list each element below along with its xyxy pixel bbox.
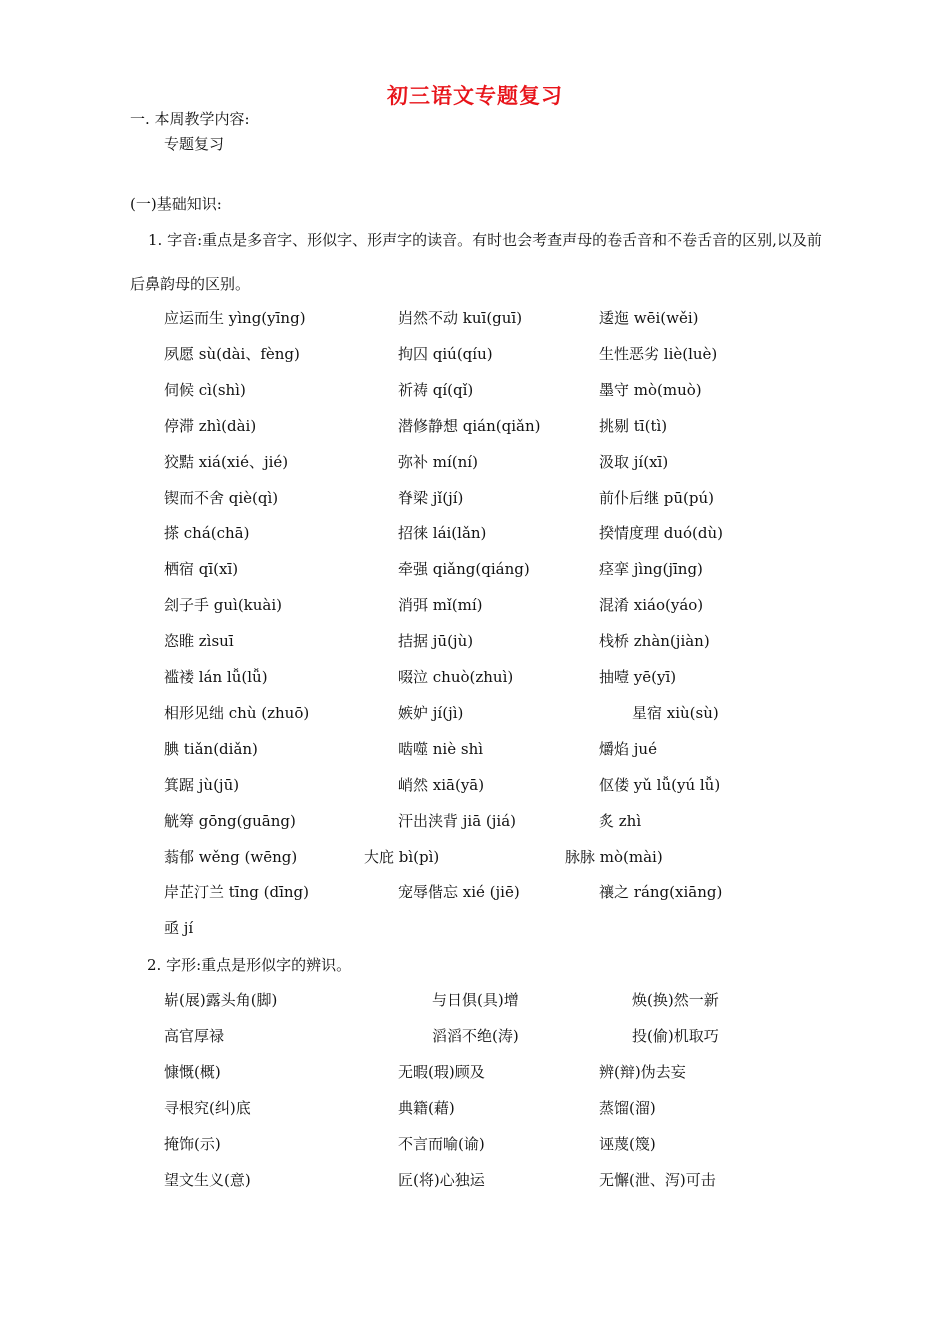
glyph-entry: 典籍(藉) bbox=[398, 1098, 455, 1117]
pronunciation-entry: 禳之 ráng(xiāng) bbox=[599, 883, 723, 902]
pronunciation-entry: 逶迤 wēi(wěi) bbox=[599, 309, 699, 327]
glyph-entry: 诬蔑(篾) bbox=[599, 1134, 656, 1153]
pronunciation-entry: 脊梁 jǐ(jí) bbox=[398, 488, 464, 507]
pronunciation-entry: 锲而不舍 qiè(qì) bbox=[164, 488, 279, 507]
pronunciation-entry: 停滞 zhì(dài) bbox=[164, 416, 257, 435]
pronunciation-entry: 腆 tiǎn(diǎn) bbox=[164, 739, 258, 758]
pronunciation-entry: 夙愿 sù(dài、fèng) bbox=[164, 344, 300, 363]
pronunciation-entry: 祈祷 qí(qǐ) bbox=[398, 380, 474, 399]
pronunciation-entry: 啮噬 niè shì bbox=[398, 739, 484, 758]
glyph-entry: 崭(展)露头角(脚) bbox=[164, 991, 278, 1009]
pronunciation-entry: 亟 jí bbox=[164, 919, 194, 938]
pronunciation-entry: 搽 chá(chā) bbox=[164, 524, 250, 543]
pronunciation-entry: 痉挛 jìng(jīng) bbox=[599, 560, 703, 579]
pronunciation-entry: 啜泣 chuò(zhuì) bbox=[398, 668, 514, 686]
pronunciation-entry: 消弭 mǐ(mí) bbox=[398, 596, 483, 615]
pronunciation-entry: 宠辱偕忘 xié (jiē) bbox=[398, 883, 520, 902]
pronunciation-entry: 揆情度理 duó(dù) bbox=[599, 524, 724, 543]
pronunciation-entry: 狡黠 xiá(xié、jié) bbox=[164, 452, 289, 471]
glyph-entry: 与日俱(具)增 bbox=[432, 991, 519, 1009]
glyph-entry: 匠(将)心独运 bbox=[398, 1170, 485, 1189]
pronunciation-entry: 弥补 mí(ní) bbox=[398, 452, 478, 471]
pronunciation-entry: 栈桥 zhàn(jiàn) bbox=[599, 632, 710, 651]
pronunciation-entry: 潜修静想 qián(qiǎn) bbox=[398, 416, 541, 435]
pronunciation-entry: 觥筹 gōng(guāng) bbox=[164, 811, 296, 830]
pronunciation-entry: 汗出浃背 jiā (jiá) bbox=[398, 811, 517, 830]
pronunciation-entry: 伺候 cì(shì) bbox=[164, 380, 246, 399]
pronunciation-entry: 拮据 jū(jù) bbox=[398, 632, 474, 651]
pronunciation-entry: 大庇 bì(pì) bbox=[364, 847, 440, 866]
glyph-entry: 不言而喻(谕) bbox=[398, 1134, 485, 1153]
pronunciation-entry: 爝焰 jué bbox=[599, 739, 657, 758]
glyph-entry: 无暇(瑕)顾及 bbox=[398, 1062, 485, 1081]
section-content: 专题复习 bbox=[164, 135, 225, 153]
pronunciation-entry: 汲取 jí(xī) bbox=[599, 452, 669, 471]
pronunciation-entry: 生性恶劣 liè(luè) bbox=[599, 344, 718, 363]
glyph-entry: 寻根究(纠)底 bbox=[164, 1098, 251, 1117]
pronunciation-entry: 相形见绌 chù (zhuō) bbox=[164, 703, 310, 722]
pronunciation-entry: 刽子手 guì(kuài) bbox=[164, 596, 283, 615]
pronunciation-entry: 栖宿 qī(xī) bbox=[164, 560, 239, 579]
pronunciation-entry: 脉脉 mò(mài) bbox=[565, 847, 663, 866]
item1-paragraph: 1. 字音:重点是多音字、形似字、形声字的读音。有时也会考查声母的卷舌音和不卷舌音的区别,以及前后鼻韵母的区别。 bbox=[130, 231, 822, 293]
pronunciation-entry: 星宿 xiù(sù) bbox=[632, 703, 719, 722]
glyph-entry: 辨(辩)伪去妄 bbox=[599, 1062, 686, 1081]
pronunciation-entry: 混淆 xiáo(yáo) bbox=[599, 596, 704, 615]
glyph-entry: 高官厚禄 bbox=[164, 1026, 225, 1045]
pronunciation-entry: 岸芷汀兰 tīng (dīng) bbox=[164, 883, 309, 902]
page-title: 初三语文专题复习 bbox=[387, 83, 563, 108]
pronunciation-entry: 箕踞 jù(jū) bbox=[164, 775, 240, 794]
pronunciation-entry: 应运而生 yìng(yīng) bbox=[164, 309, 306, 327]
glyph-entry: 蒸馏(溜) bbox=[599, 1098, 656, 1117]
glyph-entry: 掩饰(示) bbox=[164, 1134, 221, 1153]
section-heading: 一. 本周教学内容: bbox=[130, 110, 250, 128]
pronunciation-entry: 伛偻 yǔ lǚ(yú lǚ) bbox=[599, 775, 721, 794]
item2-heading: 2. 字形:重点是形似字的辨识。 bbox=[147, 956, 352, 974]
pronunciation-entry: 拘囚 qiú(qíu) bbox=[398, 344, 493, 363]
glyph-entry: 投(偷)机取巧 bbox=[632, 1026, 719, 1045]
pronunciation-entry: 岿然不动 kuī(guī) bbox=[398, 309, 523, 327]
pronunciation-entry: 峭然 xiā(yā) bbox=[398, 775, 485, 794]
pronunciation-entry: 墨守 mò(muò) bbox=[599, 380, 702, 399]
pronunciation-entry: 抽噎 yē(yī) bbox=[599, 668, 677, 686]
glyph-entry: 焕(换)然一新 bbox=[632, 991, 719, 1009]
glyph-entry: 慷慨(概) bbox=[164, 1062, 221, 1081]
pronunciation-entry: 嫉妒 jí(jì) bbox=[398, 703, 464, 722]
pronunciation-entry: 恣睢 zìsuī bbox=[164, 632, 234, 651]
pronunciation-entry: 炙 zhì bbox=[599, 811, 642, 830]
glyph-entry: 滔滔不绝(涛) bbox=[432, 1026, 519, 1045]
glyph-entry: 无懈(泄、泻)可击 bbox=[599, 1170, 716, 1189]
pronunciation-entry: 前仆后继 pū(pú) bbox=[599, 488, 714, 507]
pronunciation-entry: 蓊郁 wěng (wēng) bbox=[164, 847, 298, 866]
pronunciation-entry: 招徕 lái(lǎn) bbox=[398, 524, 487, 543]
pronunciation-entry: 牵强 qiǎng(qiáng) bbox=[398, 560, 530, 579]
glyph-entry: 望文生义(意) bbox=[164, 1170, 251, 1189]
pronunciation-entry: 褴褛 lán lǚ(lǚ) bbox=[164, 668, 268, 686]
pronunciation-entry: 挑剔 tī(tì) bbox=[599, 416, 668, 435]
part-heading: (一)基础知识: bbox=[130, 195, 222, 213]
